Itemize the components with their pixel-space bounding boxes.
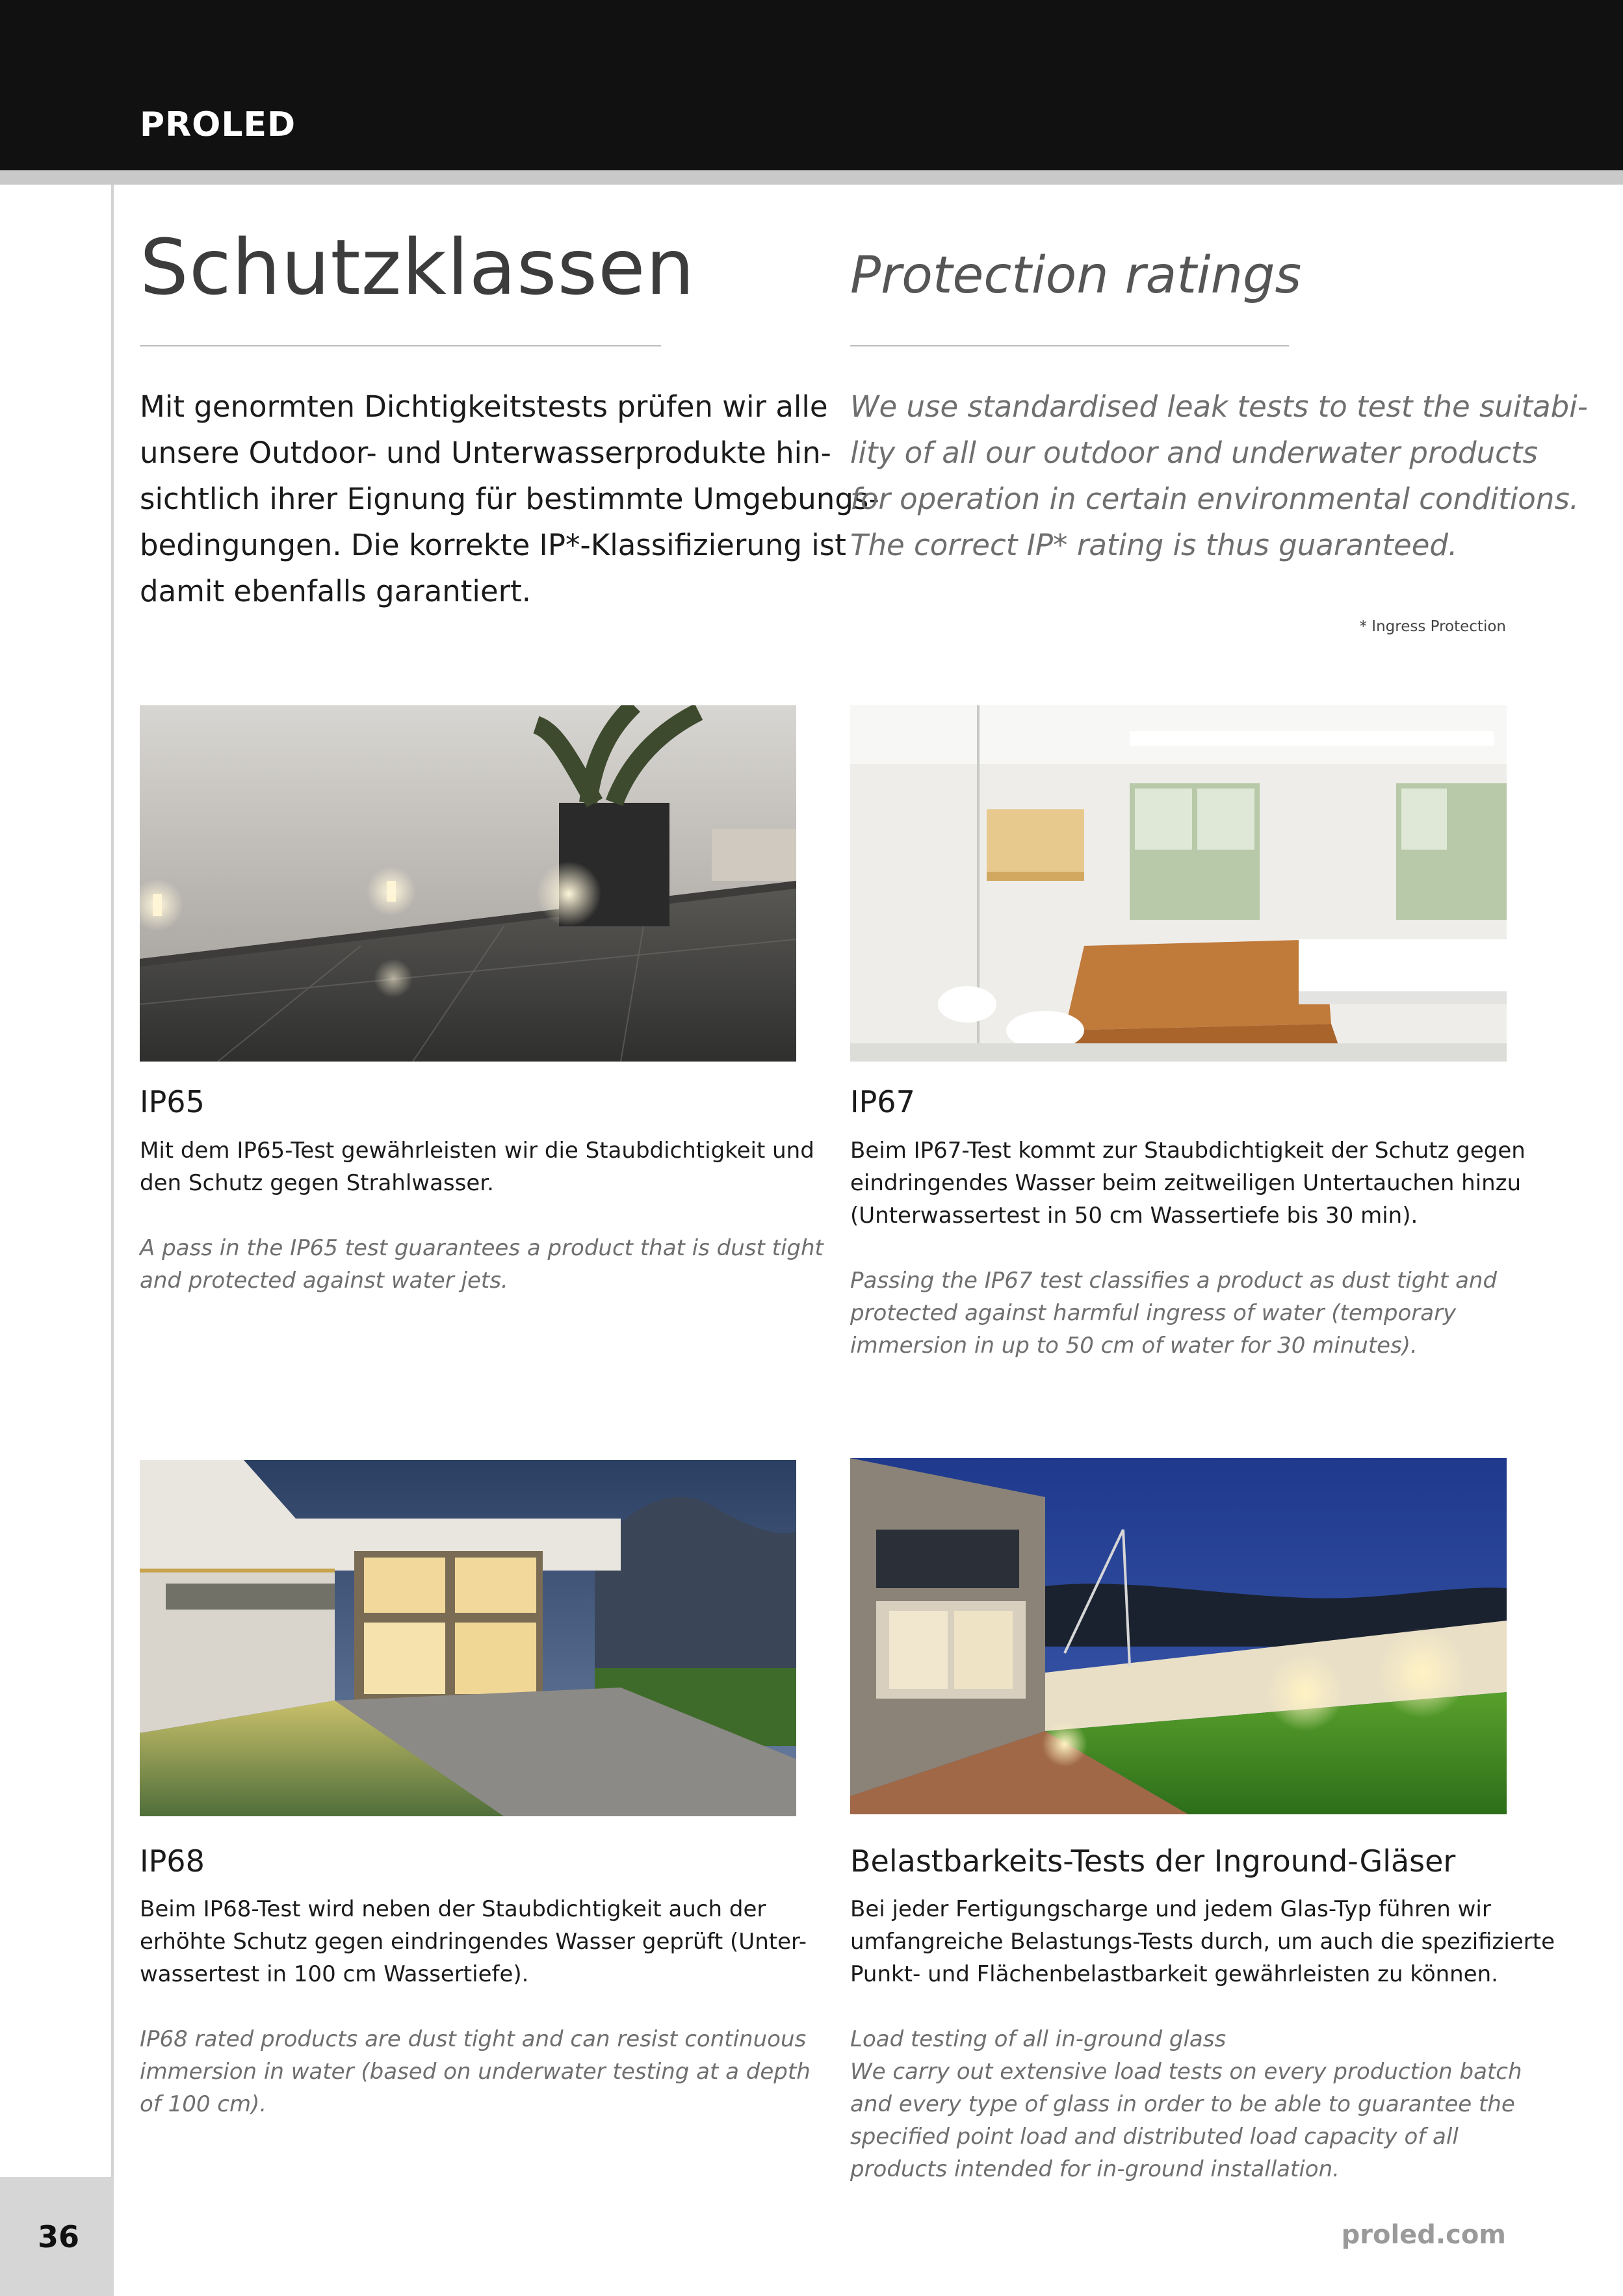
card-text-en-ip67: Passing the IP67 test classifies a product as dust tight and protected against harmful ingress of water (temporary immersion in up to 50 cm of water for 30 minutes). [850,1268,1498,1359]
photo-ip67-bathroom [850,705,1507,1062]
card-text-en-ip68: IP68 rated products are dust tight and can resist continuous immersion in water (based on underwater testing at a depth of 100 cm). [140,2026,811,2117]
card-title-ip67: IP67 [850,1084,915,1119]
photo-ip68-pool-house [140,1460,796,1816]
card-title-inground-glass: Belastbarkeits-Tests der Inground-Gläser [850,1844,1456,1879]
page-title-en: Protection ratings [850,246,1302,305]
footnote: * Ingress Protection [1359,618,1506,635]
card-text-de-ip68: Beim IP68-Test wird neben der Staubdichtigkeit auch der erhöhte Schutz gegen eindringendes Wasser geprüft (Unter- wassertest in 100 cm Wassertiefe). [140,1896,807,1987]
card-text-en-inground-glass: Load testing of all in-ground glass We carry out extensive load tests on every production batch and every type of glass in order to be able to guarantee the specified point load and distributed load capacity of all products intended for in-ground installation. [850,2026,1522,2182]
header-bar [0,0,1623,170]
card-text-de-ip65: Mit dem IP65-Test gewährleisten wir die Staubdichtigkeit und den Schutz gegen Strahlwasser. [140,1138,814,1196]
title-rule-left [140,345,661,346]
card-text-de-ip67: Beim IP67-Test kommt zur Staubdichtigkeit der Schutz gegen eindringendes Wasser beim zeitweiligen Untertauchen hinzu (Unterwassertest in 50 cm Wassertiefe bis 30 min). [850,1138,1526,1229]
page-number: 36 [38,2219,80,2254]
card-text-de-inground-glass: Bei jeder Fertigungscharge und jedem Glas-Typ führen wir umfangreiche Belastungs-Tests durch, um auch die spezifizierte Punkt- und Flächenbelastbarkeit gewährleisten zu können. [850,1896,1555,1987]
title-rule-right [850,345,1289,346]
intro-text-en: We use standardised leak tests to test the suitabi- lity of all our outdoor and underwater products for operation in certain environmental conditions. The correct IP* rating is thus guaranteed. [850,389,1588,562]
brand-logo: PROLED [140,105,296,144]
card-title-ip68: IP68 [140,1844,205,1879]
photo-inground-garden [850,1458,1507,1814]
footer-url: proled.com [1341,2220,1506,2250]
side-margin [0,185,114,2177]
page-title-de: Schutzklassen [140,222,695,312]
card-title-ip65: IP65 [140,1084,205,1119]
card-text-en-ip65: A pass in the IP65 test guarantees a product that is dust tight and protected against water jets. [140,1235,824,1294]
header-divider [0,170,1623,185]
photo-ip65-terrace [140,705,796,1062]
intro-text-de: Mit genormten Dichtigkeitstests prüfen wir alle unsere Outdoor- und Unterwasserprodukte hin- sichtlich ihrer Eignung für bestimmte Umgebungs- bedingungen. Die korrekte IP*-Klassifizierung ist damit ebenfalls garantiert. [140,389,879,608]
